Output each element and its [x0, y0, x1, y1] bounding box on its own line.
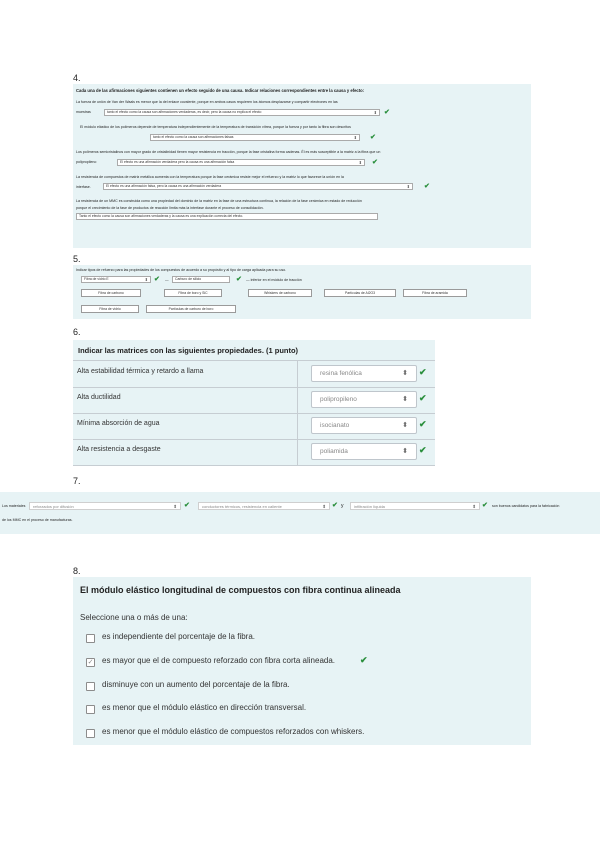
caret-icon: ⬍	[373, 110, 377, 115]
matrix-select-value: resina fenólica	[320, 370, 362, 377]
question-number-5: 5.	[73, 254, 81, 264]
option-label: disminuye con un aumento del porcentaje de la fibra.	[102, 680, 290, 689]
q4-statement-5-line2: porque el crecimiento de la fase de productos de reacción limita más la interfase durante el proceso de consolidación.	[76, 206, 264, 210]
q5-drag-token-5[interactable]: Fibra de aramida	[403, 289, 467, 297]
question-8-title: El módulo elástico longitudinal de compuestos con fibra continua alineada	[80, 585, 401, 595]
question-6-title: Indicar las matrices con las siguientes propiedades. (1 punto)	[78, 346, 299, 355]
q5-answer-2-value: Carburo de silicio	[175, 277, 202, 281]
checkbox[interactable]	[86, 634, 95, 643]
question-number-6: 6.	[73, 327, 81, 337]
matrix-select-value: isocianato	[320, 422, 350, 429]
q7-answer-select-3[interactable]	[350, 502, 480, 510]
correct-check-icon: ✔	[384, 109, 390, 116]
matrix-select[interactable]	[311, 443, 417, 460]
correct-check-icon: ✔	[424, 183, 430, 190]
table-row	[73, 413, 435, 440]
select-caret-icon: ⬍	[402, 370, 408, 377]
correct-check-icon: ✔	[419, 393, 427, 403]
q4-answer-4-value: El efecto es una afirmación falsa, pero la causa es una afirmación verdadera	[106, 184, 222, 188]
caret-icon: ⬍	[322, 504, 326, 509]
caret-icon: ⬍	[173, 504, 177, 509]
q5-answer-select-2[interactable]	[172, 276, 230, 283]
q7-answer-3-value: infiltración líquida	[354, 504, 385, 509]
matrix-select[interactable]	[311, 365, 417, 382]
correct-check-icon: ✔	[154, 276, 160, 283]
q4-statement-5: La resistencia de un MMC es construida como una propiedad del dominio de la matriz en la fase de una estructura continua, la relación de la fase cerámica en estado de reducción	[76, 199, 362, 203]
correct-check-icon: ✔	[184, 502, 190, 509]
q4-answer-3-value: El efecto es una afirmación verdadera pero la causa es una afirmación falsa	[120, 160, 235, 164]
row-label: Alta estabilidad térmica y retardo a llama	[77, 368, 204, 375]
q7-conjunction: y	[341, 503, 344, 509]
checkbox[interactable]	[86, 682, 95, 691]
correct-check-icon: ✔	[419, 367, 427, 377]
table-row	[73, 439, 435, 466]
table-row	[73, 361, 435, 388]
checkbox[interactable]	[86, 705, 95, 714]
correct-check-icon: ✔	[360, 655, 368, 665]
question-number-4: 4.	[73, 73, 81, 83]
row-label: Alta resistencia a desgaste	[77, 446, 161, 453]
matrix-select-value: polipropileno	[320, 396, 357, 403]
q5-drag-token-6[interactable]: Fibra de vidrio	[81, 305, 139, 313]
matrix-select[interactable]	[311, 391, 417, 408]
checkbox-checked[interactable]: ✓	[87, 659, 94, 666]
q5-drag-token-3[interactable]: Whiskers de carbono	[248, 289, 312, 297]
q5-drag-token-2[interactable]: Fibra de boro y SiC	[164, 289, 222, 297]
matrix-select[interactable]	[311, 417, 417, 434]
q4-statement-2: El módulo elástico de los polímeros depende de temperatura independientemente de la temperatura de transición vítrea, porque la fuerza y por tanto la fibra son descritos	[80, 125, 351, 129]
row-label: Alta ductilidad	[77, 394, 121, 401]
q7-answer-2-value: conductores térmicos, resistencia en caliente	[202, 504, 282, 509]
option-label: es mayor que el de compuesto reforzado con fibra corta alineada.	[102, 656, 336, 665]
q5-mid-text: — inferior en el módulo de tracción	[246, 278, 302, 282]
caret-icon: ⬍	[406, 184, 410, 189]
correct-check-icon: ✔	[482, 502, 488, 509]
q4-statement-1: La fuerza de unión de Van der Waals es menor que la del enlace covalente, porque en ambos casos requieren los átomos desplazarse y compartir electrones en las	[76, 100, 338, 104]
q4-answer-select-4[interactable]	[103, 183, 413, 190]
option-label: es menor que el módulo elástico en dirección transversal.	[102, 703, 307, 712]
q4-statement-4: La resistencia de compuestos de matriz metálica aumenta con la temperatura porque la fase cerámica resiste mejor el refuerzo y la matriz lo que favorece la unión en la	[76, 175, 344, 179]
correct-check-icon: ✔	[419, 445, 427, 455]
correct-check-icon: ✔	[332, 502, 338, 509]
q4-statement-1-end: muestras	[76, 110, 91, 114]
checkbox[interactable]	[86, 729, 95, 738]
q5-drag-token-1[interactable]: Fibra de carbono	[81, 289, 141, 297]
caret-icon: ⬍	[144, 277, 148, 282]
q4-statement-4-end: interfase.	[76, 185, 91, 189]
q4-answer-select-2[interactable]	[150, 134, 360, 141]
q4-statement-3-end: polipropileno	[76, 160, 97, 164]
q7-prefix: Los materiales	[2, 504, 26, 508]
q5-answer-select-1[interactable]	[81, 276, 151, 283]
q7-answer-1-value: reforzados por difusión	[33, 504, 74, 509]
q4-answer-5-value: Tanto el efecto como la causa son afirmaciones verdaderas y la causa es una explicación correcta del efecto.	[79, 214, 244, 218]
correct-check-icon: ✔	[372, 159, 378, 166]
correct-check-icon: ✔	[419, 419, 427, 429]
question-8-prompt: Seleccione una o más de una:	[80, 613, 188, 622]
column-divider	[297, 387, 298, 413]
correct-check-icon: ✔	[236, 276, 242, 283]
q4-answer-select-3[interactable]	[117, 159, 365, 166]
q5-dash: —	[165, 278, 169, 282]
q4-answer-select-5[interactable]	[76, 213, 378, 220]
column-divider	[297, 413, 298, 439]
q7-suffix: son buenos candidatos para la fabricación	[492, 504, 560, 508]
caret-icon: ⬍	[353, 135, 357, 140]
matrix-select-value: poliamida	[320, 448, 348, 455]
select-caret-icon: ⬍	[402, 448, 408, 455]
question-7-panel	[0, 492, 600, 534]
q4-statement-3: Los polímeros semicristalinos con mayor grado de cristalinidad tienen mayor resistencia en tracción, porque la fase cristalina forma cadenas. Él es más susceptible a la matriz a la fibra que un	[76, 150, 381, 154]
caret-icon: ⬍	[358, 160, 362, 165]
column-divider	[297, 439, 298, 465]
q5-answer-1-value: Fibra de vidrio E	[84, 277, 109, 281]
question-number-8: 8.	[73, 566, 81, 576]
q5-drag-token-4[interactable]: Partículas de Al2O3	[324, 289, 396, 297]
question-4-heading: Cada una de las afirmaciones siguientes contienen un efecto seguido de una causa. Indicar relaciones correspondientes entre la causa y efecto:	[76, 88, 365, 93]
column-divider	[297, 361, 298, 387]
table-row	[73, 387, 435, 414]
correct-check-icon: ✔	[370, 134, 376, 141]
q7-line-2: de los MMC en el proceso de manufacturas.	[2, 518, 73, 522]
q5-intro: Indicar tipos de refuerzo para las propiedades de los compuestos de acuerdo a su propósito y al tipo de carga aplicada para su uso.	[76, 268, 287, 272]
q7-answer-select-2[interactable]	[198, 502, 330, 510]
q5-drag-token-7[interactable]: Partículas de carburo de boro	[146, 305, 236, 313]
q4-answer-2-value: tanto el efecto como la causa son afirmaciones falsas	[153, 135, 234, 139]
select-caret-icon: ⬍	[402, 396, 408, 403]
select-caret-icon: ⬍	[402, 422, 408, 429]
caret-icon: ⬍	[472, 504, 476, 509]
q4-answer-1-value: tanto el efecto como la causa son afirmaciones verdaderas, es decir, pero la causa no explica el efecto	[107, 110, 262, 114]
question-number-7: 7.	[73, 476, 81, 486]
row-label: Mínima absorción de agua	[77, 420, 160, 427]
q7-answer-select-1[interactable]	[29, 502, 181, 510]
option-label: es independiente del porcentaje de la fibra.	[102, 632, 255, 641]
q4-answer-select-1[interactable]	[104, 109, 380, 116]
option-label: es menor que el módulo elástico de compuestos reforzados con whiskers.	[102, 727, 365, 736]
